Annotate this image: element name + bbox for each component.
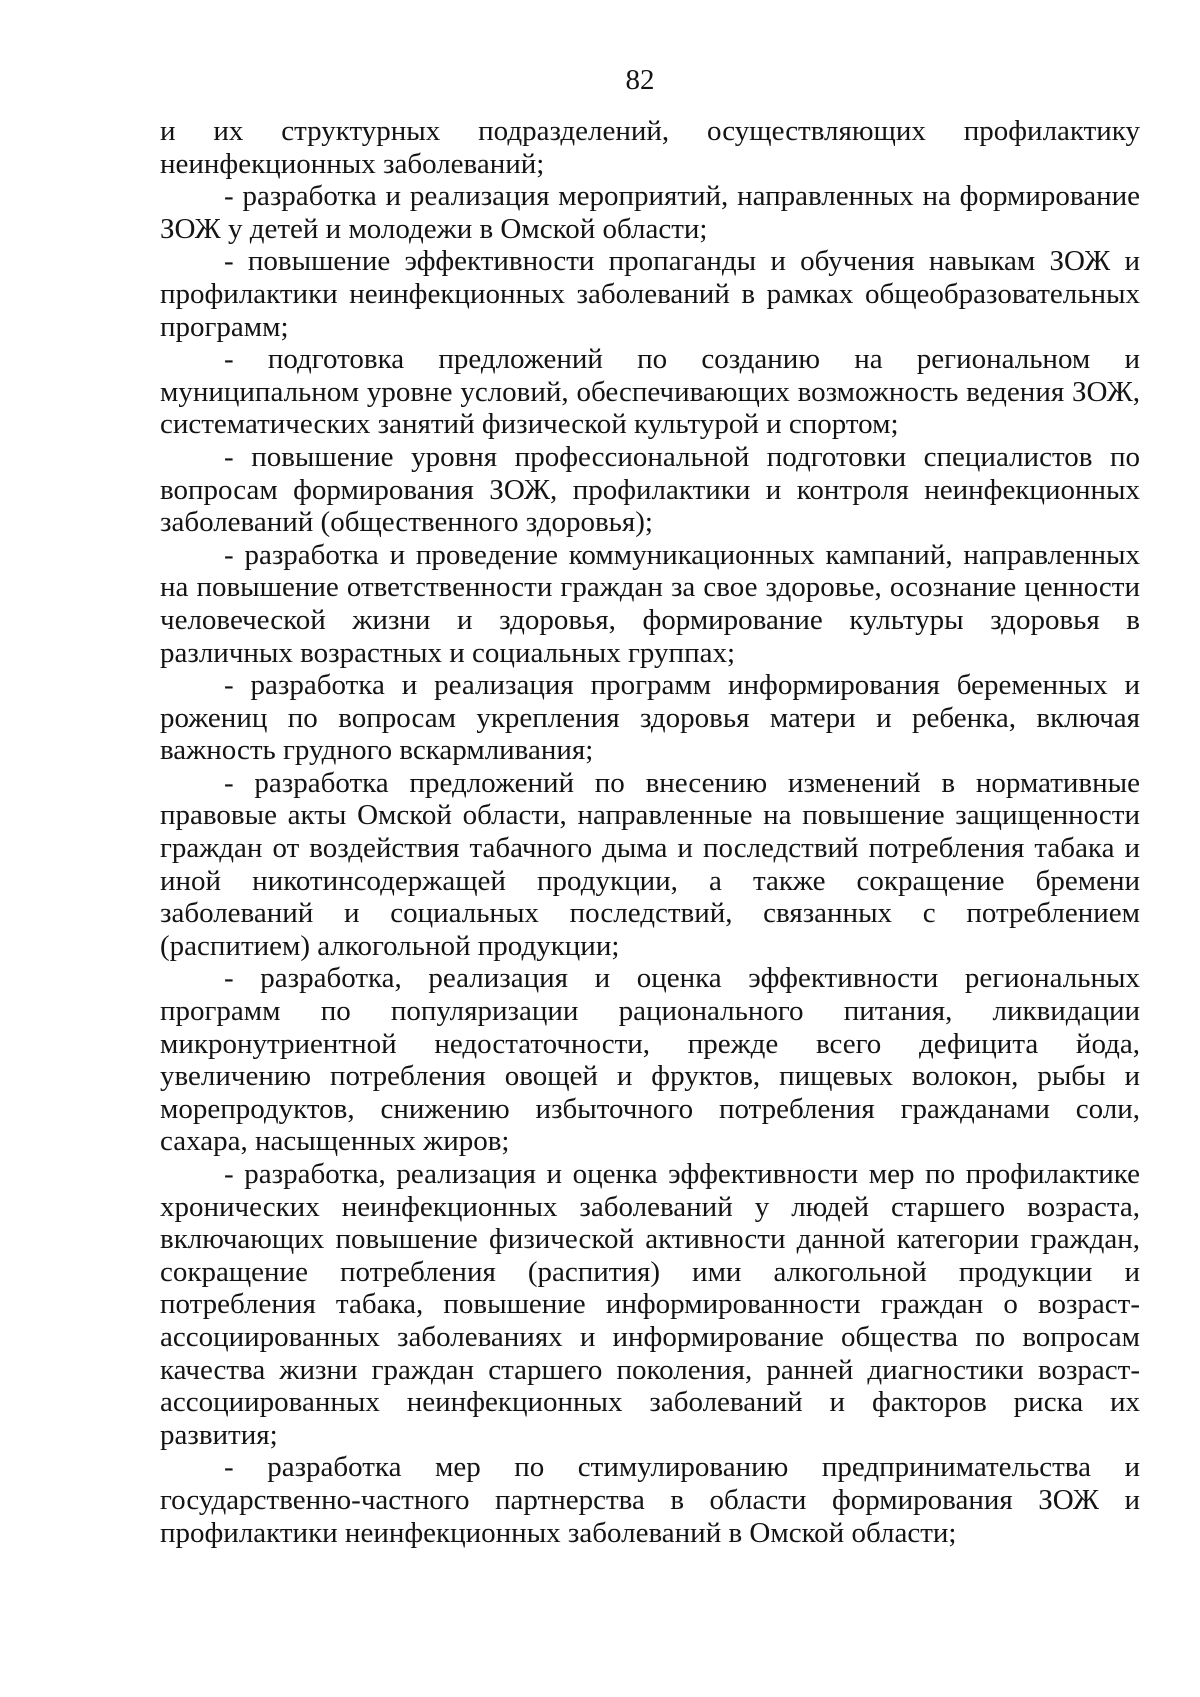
page-number: 82 (625, 64, 655, 96)
list-item: - разработка и реализация программ информирования беременных и рожениц по вопросам укрепления здоровья матери и ребенка, включая важность грудного вскармливания; (160, 669, 1140, 767)
document-body (160, 115, 1140, 1549)
list-item: - разработка мер по стимулированию предпринимательства и государственно-частного партнерства в области формирования ЗОЖ и профилактики неинфекционных заболеваний в Омской области; (160, 1451, 1140, 1549)
list-item: - подготовка предложений по созданию на региональном и муниципальном уровне условий, обеспечивающих возможность ведения ЗОЖ, систематических занятий физической культурой и спортом; (160, 343, 1140, 441)
list-item: - повышение уровня профессиональной подготовки специалистов по вопросам формирования ЗОЖ, профилактики и контроля неинфекционных заболеваний (общественного здоровья); (160, 440, 1140, 539)
list-item: - повышение эффективности пропаганды и обучения навыкам ЗОЖ и профилактики неинфекционных заболеваний в рамках общеобразовательных программ; (160, 245, 1140, 343)
paragraph: и их структурных подразделений, осуществляющих профилактику неинфекционных заболеваний; (160, 115, 1140, 180)
list-item: - разработка, реализация и оценка эффективности региональных программ по популяризации рационального питания, ликвидации микронутриентной недостаточности, прежде всего дефицита йода, увеличению потребления овощей и фруктов, пищевых волокон, рыбы и морепродуктов, снижению избыточного потребления гражданами соли, сахара, насыщенных жиров; (160, 962, 1140, 1158)
list-item: - разработка, реализация и оценка эффективности мер по профилактике хронических неинфекционных заболеваний у людей старшего возраста, включающих повышение физической активности данной категории граждан, сокращение потребления (распития) ими алкогольной продукции и потребления табака, повышение информированности граждан о возраст-ассоциированных заболеваниях и информирование общества по вопросам качества жизни граждан старшего поколения, ранней диагностики возраст-ассоциированных неинфекционных заболеваний и факторов риска их развития; (160, 1158, 1140, 1451)
list-item: - разработка и проведение коммуникационных кампаний, направленных на повышение ответственности граждан за свое здоровье, осознание ценности человеческой жизни и здоровья, формирование культуры здоровья в различных возрастных и социальных группах; (160, 538, 1140, 669)
list-item: - разработка и реализация мероприятий, направленных на формирование ЗОЖ у детей и молодежи в Омской области; (160, 180, 1140, 245)
list-item: - разработка предложений по внесению изменений в нормативные правовые акты Омской области, направленные на повышение защищенности граждан от воздействия табачного дыма и последствий потребления табака и иной никотинсодержащей продукции, а также сокращение бремени заболеваний и социальных последствий, связанных с потреблением (распитием) алкогольной продукции; (160, 766, 1140, 962)
